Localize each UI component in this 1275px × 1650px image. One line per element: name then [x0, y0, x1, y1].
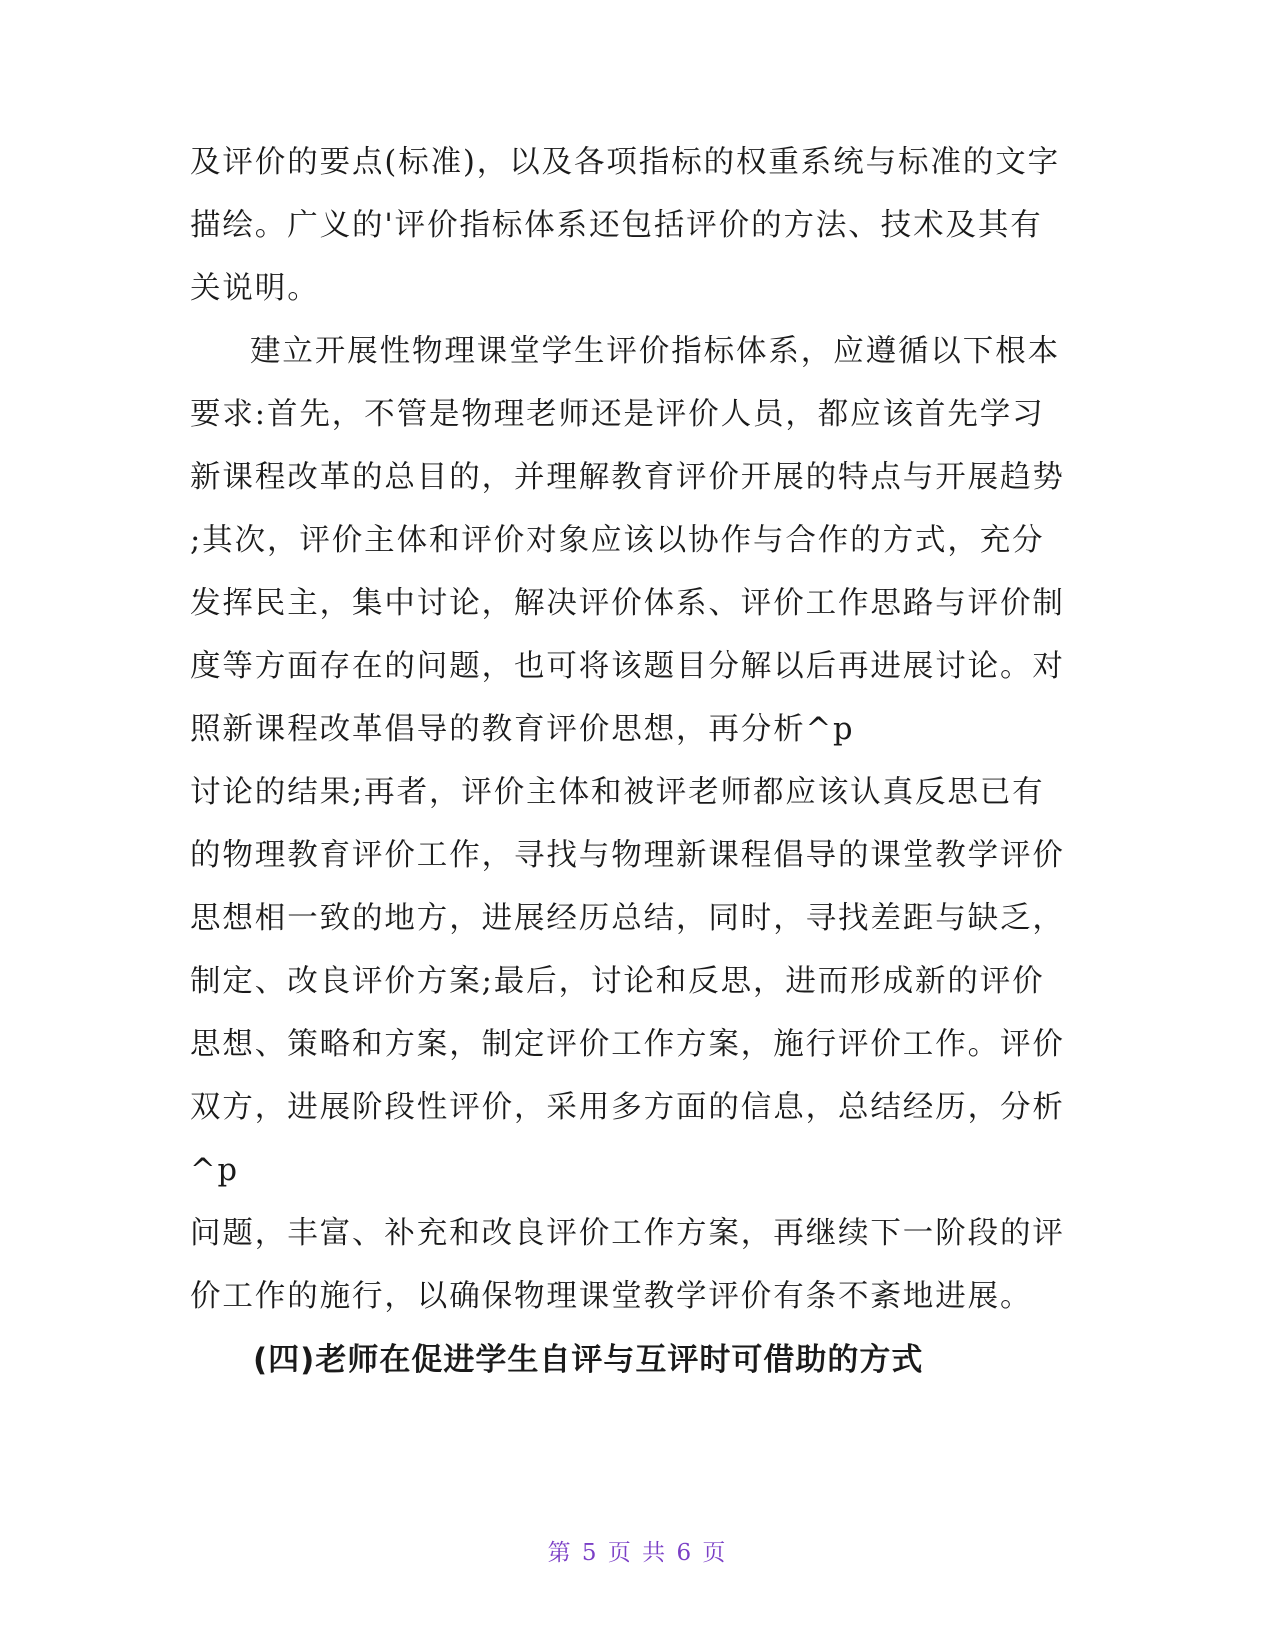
page-number-footer: 第 5 页 共 6 页 [547, 1540, 728, 1566]
paragraph-line: 建立开展性物理课堂学生评价指标体系，应遵循以下根本 [250, 334, 1060, 369]
paragraph-line: 及评价的要点(标准)，以及各项指标的权重系统与标准的文字 [190, 145, 1060, 180]
paragraph-line: 思想、策略和方案，制定评价工作方案，施行评价工作。评价 [190, 1027, 1065, 1062]
paragraph-line: 问题，丰富、补充和改良评价工作方案，再继续下一阶段的评 [190, 1216, 1065, 1251]
paragraph-line: 的物理教育评价工作，寻找与物理新课程倡导的课堂教学评价 [190, 838, 1065, 873]
paragraph-line: 发挥民主，集中讨论，解决评价体系、评价工作思路与评价制 [190, 586, 1065, 621]
paragraph-line: 制定、改良评价方案;最后，讨论和反思，进而形成新的评价 [190, 964, 1045, 999]
paragraph-line: 要求:首先，不管是物理老师还是评价人员，都应该首先学习 [190, 397, 1045, 432]
paragraph-line: 价工作的施行，以确保物理课堂教学评价有条不紊地进展。 [190, 1279, 1033, 1314]
paragraph-line: 度等方面存在的问题，也可将该题目分解以后再进展讨论。对 [190, 649, 1065, 684]
paragraph-line: 新课程改革的总目的，并理解教育评价开展的特点与开展趋势 [190, 460, 1065, 495]
paragraph-line: ;其次，评价主体和评价对象应该以协作与合作的方式，充分 [190, 523, 1045, 558]
section-heading: (四)老师在促进学生自评与互评时可借助的方式 [253, 1342, 924, 1378]
paragraph-line: 描绘。广义的'评价指标体系还包括评价的方法、技术及其有 [190, 208, 1043, 243]
paragraph-line: 讨论的结果;再者，评价主体和被评老师都应该认真反思已有 [190, 775, 1045, 810]
paragraph-line: 双方，进展阶段性评价，采用多方面的信息，总结经历，分析 [190, 1090, 1065, 1125]
paragraph-line: ^p [190, 1153, 239, 1188]
paragraph-line: 关说明。 [190, 271, 320, 306]
paragraph-line: 思想相一致的地方，进展经历总结，同时，寻找差距与缺乏， [190, 901, 1065, 936]
paragraph-line: 照新课程改革倡导的教育评价思想，再分析^p [190, 712, 855, 747]
